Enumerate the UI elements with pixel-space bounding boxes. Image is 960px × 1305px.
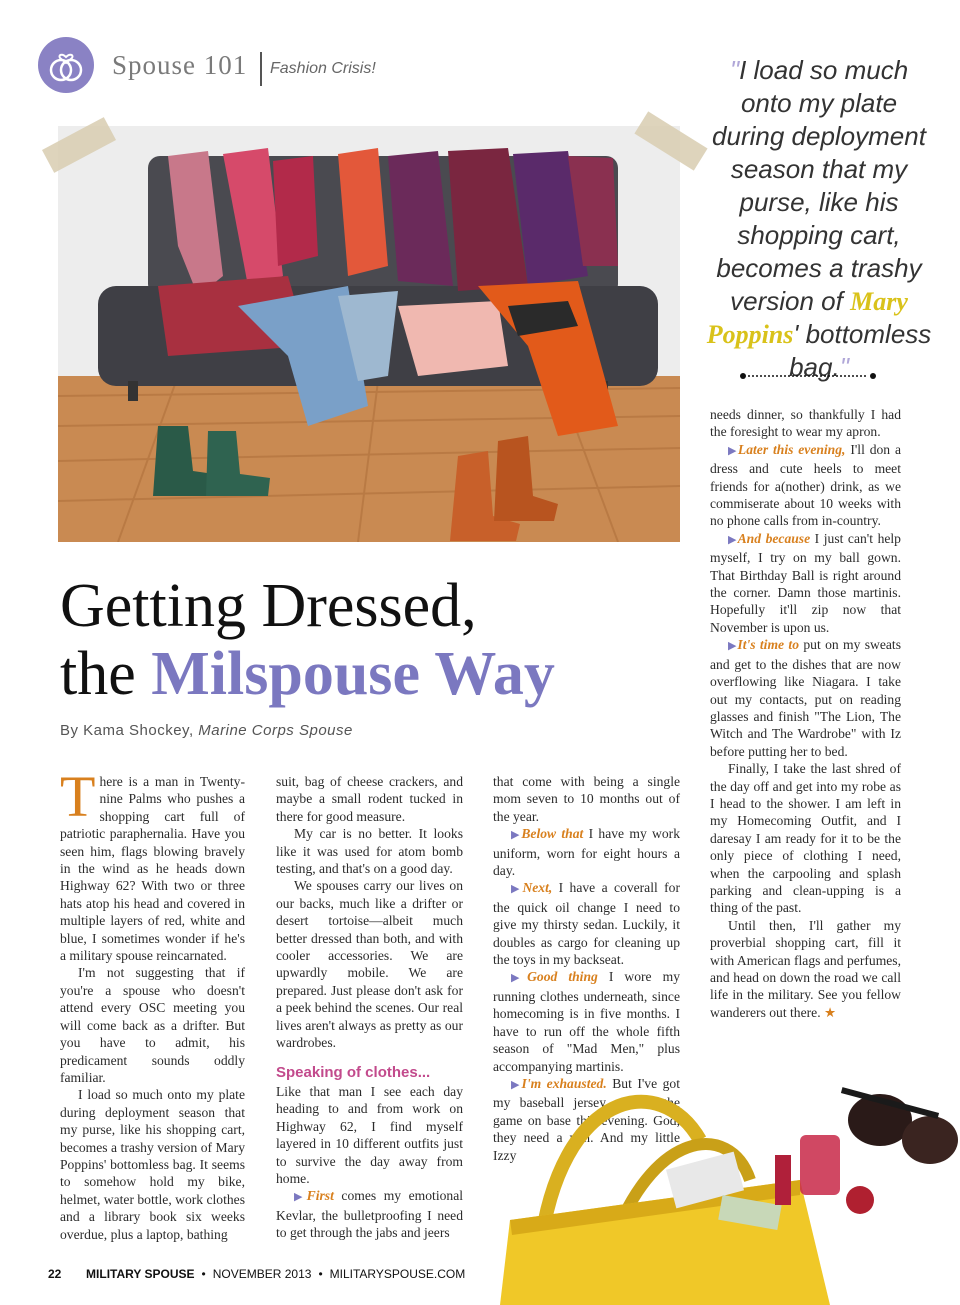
paragraph-text: here is a man in Twenty-nine Palms who pushes a shopping cart full of patriotic paraphernalia. Have you seen him, flags blowing bravely in the wind as he heads down Highway 62? With two or three hats atop his head and covered in multiple layers of red, white and blue, I sometimes wonder if he's a military spouse reincarnated. bbox=[60, 774, 245, 964]
magazine-section-logo bbox=[38, 37, 94, 93]
page-footer bbox=[48, 1267, 465, 1281]
dotted-divider bbox=[740, 373, 876, 379]
footer-bullet: • bbox=[201, 1267, 206, 1281]
paragraph-text: I'll don a dress and cute heels to meet friends for a(nother) drink, as we commiserate about 10 weeks with no phone calls from in-country. bbox=[710, 441, 901, 529]
paragraph bbox=[710, 441, 901, 530]
bullet-arrow-icon: ▶ bbox=[511, 1078, 522, 1091]
lead-in: I'm exhausted. bbox=[521, 1075, 607, 1091]
bullet-arrow-icon: ▶ bbox=[728, 444, 738, 457]
website: MILITARYSPOUSE.COM bbox=[329, 1267, 466, 1281]
rings-icon bbox=[38, 37, 94, 93]
headline-line-1: Getting Dressed, bbox=[60, 572, 477, 640]
headline-plain: the bbox=[60, 640, 152, 708]
pull-quote-highlight: Mary Poppins bbox=[706, 287, 908, 349]
footer-bullet: • bbox=[318, 1267, 323, 1281]
paragraph-text: But I've got my baseball jersey on for the game on base this evening. God, they need a win. And my little Izzy bbox=[493, 1075, 680, 1163]
paragraph: Finally, I take the last shred of the day off and get into my robe as I head to the shower. I am left in my Homecoming Outfit, and I daresay I am ready for it to be the only piece of clothing I need, when the carpooling and splash parking and clean-upping is a thing of the past. bbox=[710, 761, 901, 916]
paragraph: I'm not suggesting that if you're a spouse who doesn't attend every OSC meeting you will come back as a drifter. But you have to admit, his predicament sounds oddly familiar. bbox=[60, 965, 245, 1085]
paragraph bbox=[60, 764, 245, 964]
section-divider bbox=[260, 52, 262, 86]
magazine-name: MILITARY SPOUSE bbox=[86, 1267, 195, 1281]
paragraph bbox=[710, 636, 901, 760]
article-column-2 bbox=[276, 773, 463, 1242]
section-title: Spouse 101 bbox=[112, 50, 248, 80]
paragraph-text: I wore my running clothes underneath, since homecoming is in five months. I have to run off the whole fifth season of "Mad Men," plus accompanying martinis. bbox=[493, 969, 680, 1074]
article-headline bbox=[60, 572, 555, 708]
bullet-arrow-icon: ▶ bbox=[728, 640, 738, 653]
pull-quote bbox=[704, 54, 934, 384]
feature-photo-couch-with-clothes bbox=[58, 126, 680, 542]
bullet-arrow-icon: ▶ bbox=[294, 1191, 307, 1204]
lead-in: First bbox=[306, 1188, 334, 1204]
pull-quote-text-end: ' bottomless bag. bbox=[789, 319, 932, 382]
paragraph-text: I have my work uniform, worn for eight hours a day. bbox=[493, 826, 680, 879]
headline-accent: Milspouse Way bbox=[151, 640, 555, 708]
lead-in: Later this evening, bbox=[737, 441, 846, 457]
bullet-arrow-icon: ▶ bbox=[511, 829, 522, 842]
paragraph-text: Until then, I'll gather my proverbial shopping cart, fill it with American flags and perfumes, and head on down the road we call life in the military. See you fellow wanderers out there. bbox=[710, 917, 901, 1020]
lead-in: Below that bbox=[521, 826, 584, 842]
paragraph bbox=[276, 1187, 463, 1241]
paragraph: needs dinner, so thankfully I had the foresight to wear my apron. bbox=[710, 407, 901, 440]
paragraph: My car is no better. It looks like it was used for atom bomb testing, and that's on a good day. bbox=[276, 826, 463, 877]
paragraph: Like that man I see each day heading to and from work on Highway 62, I find myself layered in 10 different outfits just to survive the day away from home. bbox=[276, 1083, 463, 1186]
paragraph bbox=[493, 879, 680, 968]
paragraph bbox=[493, 825, 680, 879]
article-column-1 bbox=[60, 764, 245, 1243]
paragraph: We spouses carry our lives on our backs, much like a drifter or desert tortoise—albeit much better dressed than both, and with cooler accessories. We are upwardly mobile. We are prepared. Just please don't ask for a peek behind the scenes. Our real lives aren't always as pretty as our wardrobes. bbox=[276, 878, 463, 1051]
end-mark-star-icon: ★ bbox=[824, 1004, 837, 1020]
paragraph bbox=[710, 917, 901, 1021]
lead-in: And because bbox=[737, 530, 811, 546]
byline bbox=[60, 722, 353, 739]
bullet-arrow-icon: ▶ bbox=[511, 883, 523, 896]
issue-date: NOVEMBER 2013 bbox=[212, 1267, 312, 1281]
paragraph-text: comes my emotional Kevlar, the bulletproofing I need to get through the jabs and jeers bbox=[276, 1188, 464, 1241]
page-number: 22 bbox=[48, 1267, 62, 1281]
paragraph: I load so much onto my plate during deployment season that my purse, like his shopping cart, becomes a trashy version of Mary Poppins' bottomless bag. It seems to somehow hold my bike, helmet, water bottle, work clothes and a library book six weeks overdue, plus a laptop, bathing bbox=[60, 1087, 245, 1242]
lead-in: It's time to bbox=[737, 637, 799, 653]
article-column-4 bbox=[710, 406, 901, 1021]
lead-in: Good thing bbox=[527, 969, 598, 985]
byline-author: By Kama Shockey, bbox=[60, 722, 199, 739]
paragraph-text: put on my sweats and get to the dishes that are now overflowing like Niagara. I take out my contacts, put on reading glasses and finish "The Lion, The Witch and The Wardrobe" with Iz before putting her to bed. bbox=[710, 637, 901, 759]
close-quote-mark: " bbox=[839, 352, 849, 382]
paragraph bbox=[710, 530, 901, 636]
paragraph-text: I have a coverall for the quick oil change I need to give my thirsty sedan. Luckily, it doubles as cargo for cleaning up the toys in my backseat. bbox=[493, 880, 680, 968]
yellow-purse-image bbox=[500, 1050, 960, 1305]
subhead: Speaking of clothes... bbox=[276, 1063, 431, 1081]
drop-cap: T bbox=[60, 764, 96, 829]
byline-role: Marine Corps Spouse bbox=[198, 722, 353, 739]
paragraph: that come with being a single mom seven to 10 months out of the year. bbox=[493, 774, 680, 824]
bullet-arrow-icon: ▶ bbox=[511, 972, 528, 985]
lead-in: Next, bbox=[522, 880, 553, 896]
headline-line-2 bbox=[60, 640, 555, 708]
bullet-arrow-icon: ▶ bbox=[728, 533, 738, 546]
paragraph-text: I just can't help myself, I try on my ball gown. That Birthday Ball is right around the corner. Damn those martinis. Hopefully it'll zip now that November is upon us. bbox=[710, 530, 901, 635]
open-quote-mark: " bbox=[729, 55, 740, 85]
paragraph: suit, bag of cheese crackers, and maybe a small rodent tucked in there for good measure. bbox=[276, 774, 463, 824]
pull-quote-text: I load so much onto my plate during deployment season that my purse, like his shopping cart, becomes a trashy version of bbox=[712, 55, 926, 316]
section-subtitle: Fashion Crisis! bbox=[270, 60, 376, 77]
